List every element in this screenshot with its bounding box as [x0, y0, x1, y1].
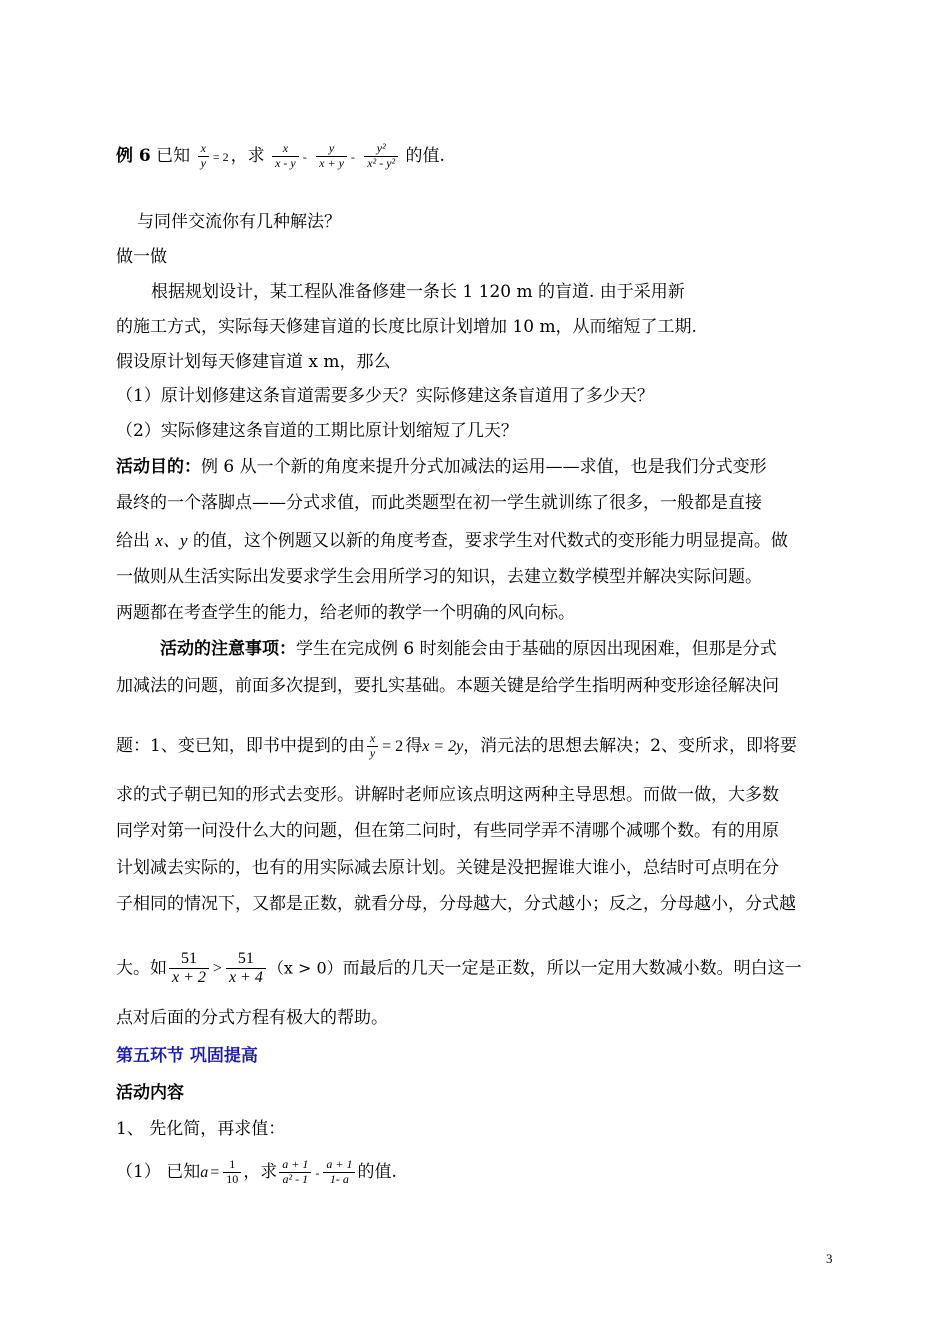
- compare-fraction-2: $\frac{51}{x + 4}$: [226, 950, 266, 988]
- term2-fraction: $\frac{y}{x + y}$: [316, 142, 347, 171]
- page-number: 3: [826, 1251, 833, 1266]
- term1-fraction: $\frac{x}{x - y}$: [272, 142, 299, 171]
- a-value-fraction: $\frac{1}{10}$: [223, 1158, 241, 1187]
- section-5-heading: 第五环节 巩固提高: [116, 1046, 258, 1066]
- try-paragraph-line-3: 假设原计划每天修建盲道 x m，那么: [116, 352, 391, 372]
- notes-fraction: $\frac{x}{y}$: [367, 732, 378, 761]
- notes-line-9: 点对后面的分式方程有极大的帮助。: [116, 1008, 388, 1028]
- discuss-line: 与同伴交流你有几种解法？: [137, 212, 341, 232]
- item-1-line: 1、 先化简，再求值：: [116, 1119, 286, 1139]
- purpose-line-2: 最终的一个落脚点——分式求值，而此类题型在初一学生就训练了很多，一般都是直接: [116, 493, 762, 513]
- term3-fraction: $\frac{\text{y²}}{\text{x² - y²}}$: [364, 142, 398, 171]
- purpose-line-1: 活动目的：例 6 从一个新的角度来提升分式加减法的运用——求值，也是我们分式变形: [116, 457, 767, 477]
- try-paragraph-line-2: 的施工方式，实际每天修建盲道的长度比原计划增加 10 m，从而缩短了工期.: [116, 317, 697, 337]
- try-question-1: （1）原计划修建这条盲道需要多少天？实际修建这条盲道用了多少天？: [116, 386, 654, 406]
- purpose-label: 活动目的：: [116, 457, 201, 477]
- example-label: 例 6: [116, 145, 151, 166]
- item-fraction-2: $\frac{a + 1}{1- a}$: [323, 1158, 355, 1187]
- activity-content-heading: 活动内容: [116, 1083, 184, 1103]
- value-tail: 的值.: [405, 145, 445, 166]
- try-question-2: （2）实际修建这条盲道的工期比原计划缩短了几天？: [116, 421, 518, 441]
- notes-line-6: 计划减去实际的，也有的用实际减去原计划。关键是没把握谁大谁小，总结时可点明在分: [116, 858, 779, 878]
- notes-line-1: 活动的注意事项：学生在完成例 6 时刻能会由于基础的原因出现困难，但那是分式: [160, 639, 777, 659]
- purpose-line-3: 给出 x、y 的值，这个例题又以新的角度考查，要求学生对代数式的变形能力明显提高。做: [116, 531, 788, 551]
- try-heading: 做一做: [116, 247, 167, 267]
- notes-label: 活动的注意事项：: [160, 639, 296, 659]
- notes-line-5: 同学对第一问没什么大的问题，但在第二问时，有些同学弄不清哪个减哪个数。有的用原: [116, 821, 779, 841]
- compare-fraction-1: $\frac{51}{x + 2}$: [169, 950, 209, 988]
- given-fraction: $\frac{x}{y}$: [198, 142, 209, 171]
- ask-text: ，求: [230, 145, 265, 166]
- example-6-line: 例 6 已知 $\frac{x}{y}$ = 2 ，求 $\frac{x}{x - y}$ - $\frac{y}{x + y}$ - $\frac{\text{y²}}{\text{x² - y²}}$ 的值.: [116, 141, 445, 170]
- known-text: 已知: [156, 145, 191, 166]
- notes-line-7: 子相同的情况下，又都是正数，就看分母，分母越大，分式越小；反之，分母越小，分式越: [116, 894, 796, 914]
- notes-line-4: 求的式子朝已知的形式去变形。讲解时老师应该点明这两种主导思想。而做一做，大多数: [116, 785, 779, 805]
- item-fraction-1: $\frac{a + 1}{\text{a² - 1}}$: [279, 1158, 311, 1187]
- given-rhs: = 2: [212, 149, 229, 164]
- notes-line-2: 加减法的问题，前面多次提到，要扎实基础。本题关键是给学生指明两种变形途径解决问: [116, 676, 779, 696]
- notes-line-8: 大。如 $\frac{51}{x + 2}$ > $\frac{51}{x + 4}$ （x > 0）而最后的几天一定是正数，所以一定用大数减小数。明白这一: [116, 950, 802, 987]
- item-1-1-line: （1） 已知a = $\frac{1}{10}$ ，求 $\frac{a + 1}{\text{a² - 1}}$ - $\frac{a + 1}{1- a}$ 的值.: [116, 1157, 397, 1186]
- notes-line-3: 题：1、变已知，即书中提到的由 $\frac{x}{y}$ = 2 得x = 2y，消元法的思想去解决；2、变所求，即将要: [116, 731, 798, 760]
- purpose-line-5: 两题都在考查学生的能力，给老师的教学一个明确的风向标。: [116, 603, 575, 623]
- try-paragraph-line-1: 根据规划设计，某工程队准备修建一条长 1 120 m 的盲道. 由于采用新: [151, 282, 685, 302]
- purpose-line-4: 一做则从生活实际出发要求学生会用所学习的知识，去建立数学模型并解决实际问题。: [116, 567, 762, 587]
